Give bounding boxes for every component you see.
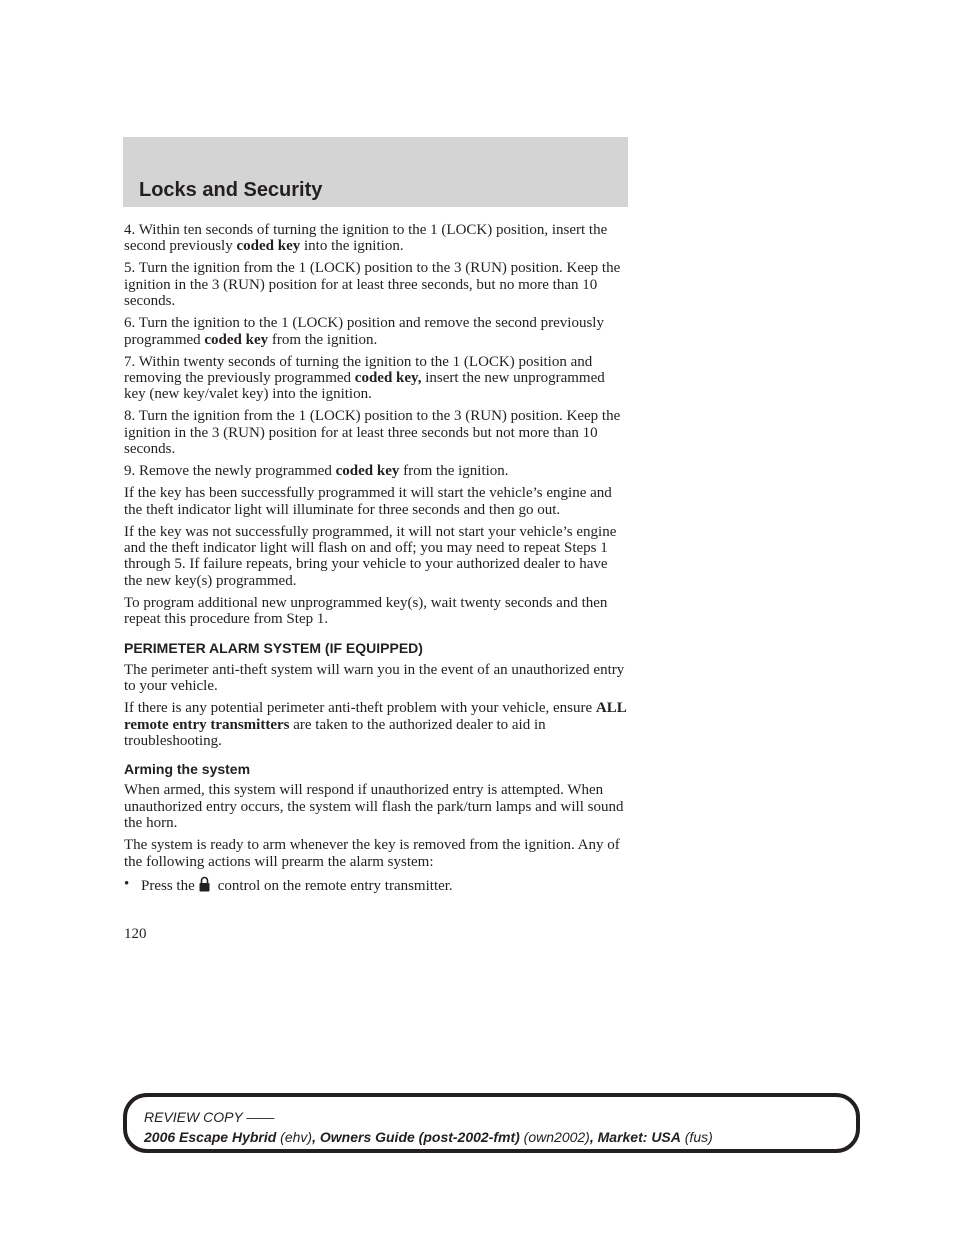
step-text: Within twenty seconds of turning the ignition to the 1 (LOCK) position and removing the previously programmed: [124, 353, 593, 387]
step-text: Turn the ignition from the 1 (LOCK) position to the 3 (RUN) position. Keep the ignition in the 3 (RUN) position for at least three seconds but not more than 10 seconds.: [124, 408, 621, 458]
bold-term: coded key: [335, 463, 400, 480]
bold-term: ALL remote entry transmitters: [124, 700, 626, 733]
failure-paragraph: If the key was not successfully programmed, it will not start your vehicle’s engine and the theft indicator light will flash on and off; you may need to repeat Steps 1 through 5. If failure repeats, bring your vehicle to your authorized dealer to have the new key(s) programmed.: [124, 523, 617, 589]
step-number: 6.: [124, 315, 136, 332]
separator: ,: [312, 1129, 320, 1145]
step-4: [124, 222, 629, 255]
perimeter-paragraph-2: [124, 700, 629, 749]
paragraph-text: If there is any potential perimeter anti-theft problem with your vehicle, ensure: [124, 700, 596, 717]
step-number: 5.: [124, 260, 136, 277]
step-5: [124, 260, 629, 309]
step-6: [124, 315, 629, 348]
step-number: 8.: [124, 408, 136, 425]
step-number: 4.: [124, 222, 136, 238]
section-header-band: [123, 137, 628, 207]
step-text: insert the new unprogrammed key (new key/valet key) into the ignition.: [124, 370, 605, 403]
guide-code: (own2002): [519, 1129, 590, 1145]
arming-paragraph-2: The system is ready to arm whenever the key is removed from the ignition. Any of the following actions will prearm the alarm system:: [124, 837, 620, 870]
bold-term: coded key: [236, 238, 301, 255]
bullet-text-start: Press the: [141, 877, 195, 894]
step-text: Within ten seconds of turning the ignition to the 1 (LOCK) position, insert the second previously: [124, 222, 608, 255]
market-code: (fus): [680, 1129, 713, 1145]
step-text: from the ignition.: [268, 331, 378, 348]
step-text: into the ignition.: [300, 238, 404, 255]
perimeter-heading: PERIMETER ALARM SYSTEM (IF EQUIPPED): [124, 639, 423, 656]
step-text: Turn the ignition from the 1 (LOCK) position to the 3 (RUN) position. Keep the ignition in the 3 (RUN) position for at least three seconds, but no more than 10 seconds.: [124, 260, 621, 310]
bold-term: coded key: [204, 331, 269, 348]
step-8: [124, 408, 629, 457]
market-name: USA: [651, 1129, 681, 1145]
perimeter-paragraph-1: The perimeter anti-theft system will warn you in the event of an unauthorized entry to your vehicle.: [124, 661, 625, 695]
step-number: 9.: [124, 463, 136, 480]
step-9: [124, 463, 629, 479]
bullet-dot: •: [124, 875, 130, 892]
page-number: 120: [124, 926, 147, 942]
document-info: [144, 1129, 713, 1145]
step-text: Turn the ignition to the 1 (LOCK) position and remove the second previously programmed: [124, 315, 604, 348]
section-title: Locks and Security: [139, 179, 323, 201]
success-paragraph: If the key has been successfully programmed it will start the vehicle’s engine and the theft indicator light will illuminate for three seconds and then go out.: [124, 485, 612, 518]
additional-keys-paragraph: To program additional new unprogrammed key(s), wait twenty seconds and then repeat this procedure from Step 1.: [124, 594, 608, 628]
step-text: from the ignition.: [399, 463, 509, 480]
bullet-text-end: control on the remote entry transmitter.: [217, 877, 453, 894]
arming-paragraph-1: When armed, this system will respond if unauthorized entry is attempted. When unauthorized entry occurs, the system will flash the park/turn lamps and will sound the horn.: [124, 782, 624, 832]
review-copy-box: [123, 1093, 860, 1153]
review-copy-label: REVIEW COPY ——: [144, 1109, 275, 1125]
step-number: 7.: [124, 353, 136, 370]
step-7: [124, 354, 629, 403]
paragraph-text: are taken to the authorized dealer to aid in troubleshooting.: [124, 716, 546, 749]
market-label: , Market:: [589, 1129, 652, 1145]
arming-heading: Arming the system: [124, 761, 251, 778]
bullet-text: [141, 876, 453, 896]
model-name: 2006 Escape Hybrid: [144, 1129, 277, 1145]
guide-name: Owners Guide (post-2002-fmt): [319, 1129, 520, 1145]
model-code: (ehv): [276, 1129, 313, 1145]
bullet-item: [124, 876, 629, 896]
step-text: Remove the newly programmed: [139, 463, 336, 480]
bold-term: coded key,: [354, 370, 422, 387]
page-content: [124, 222, 629, 896]
lock-icon: [199, 876, 210, 896]
